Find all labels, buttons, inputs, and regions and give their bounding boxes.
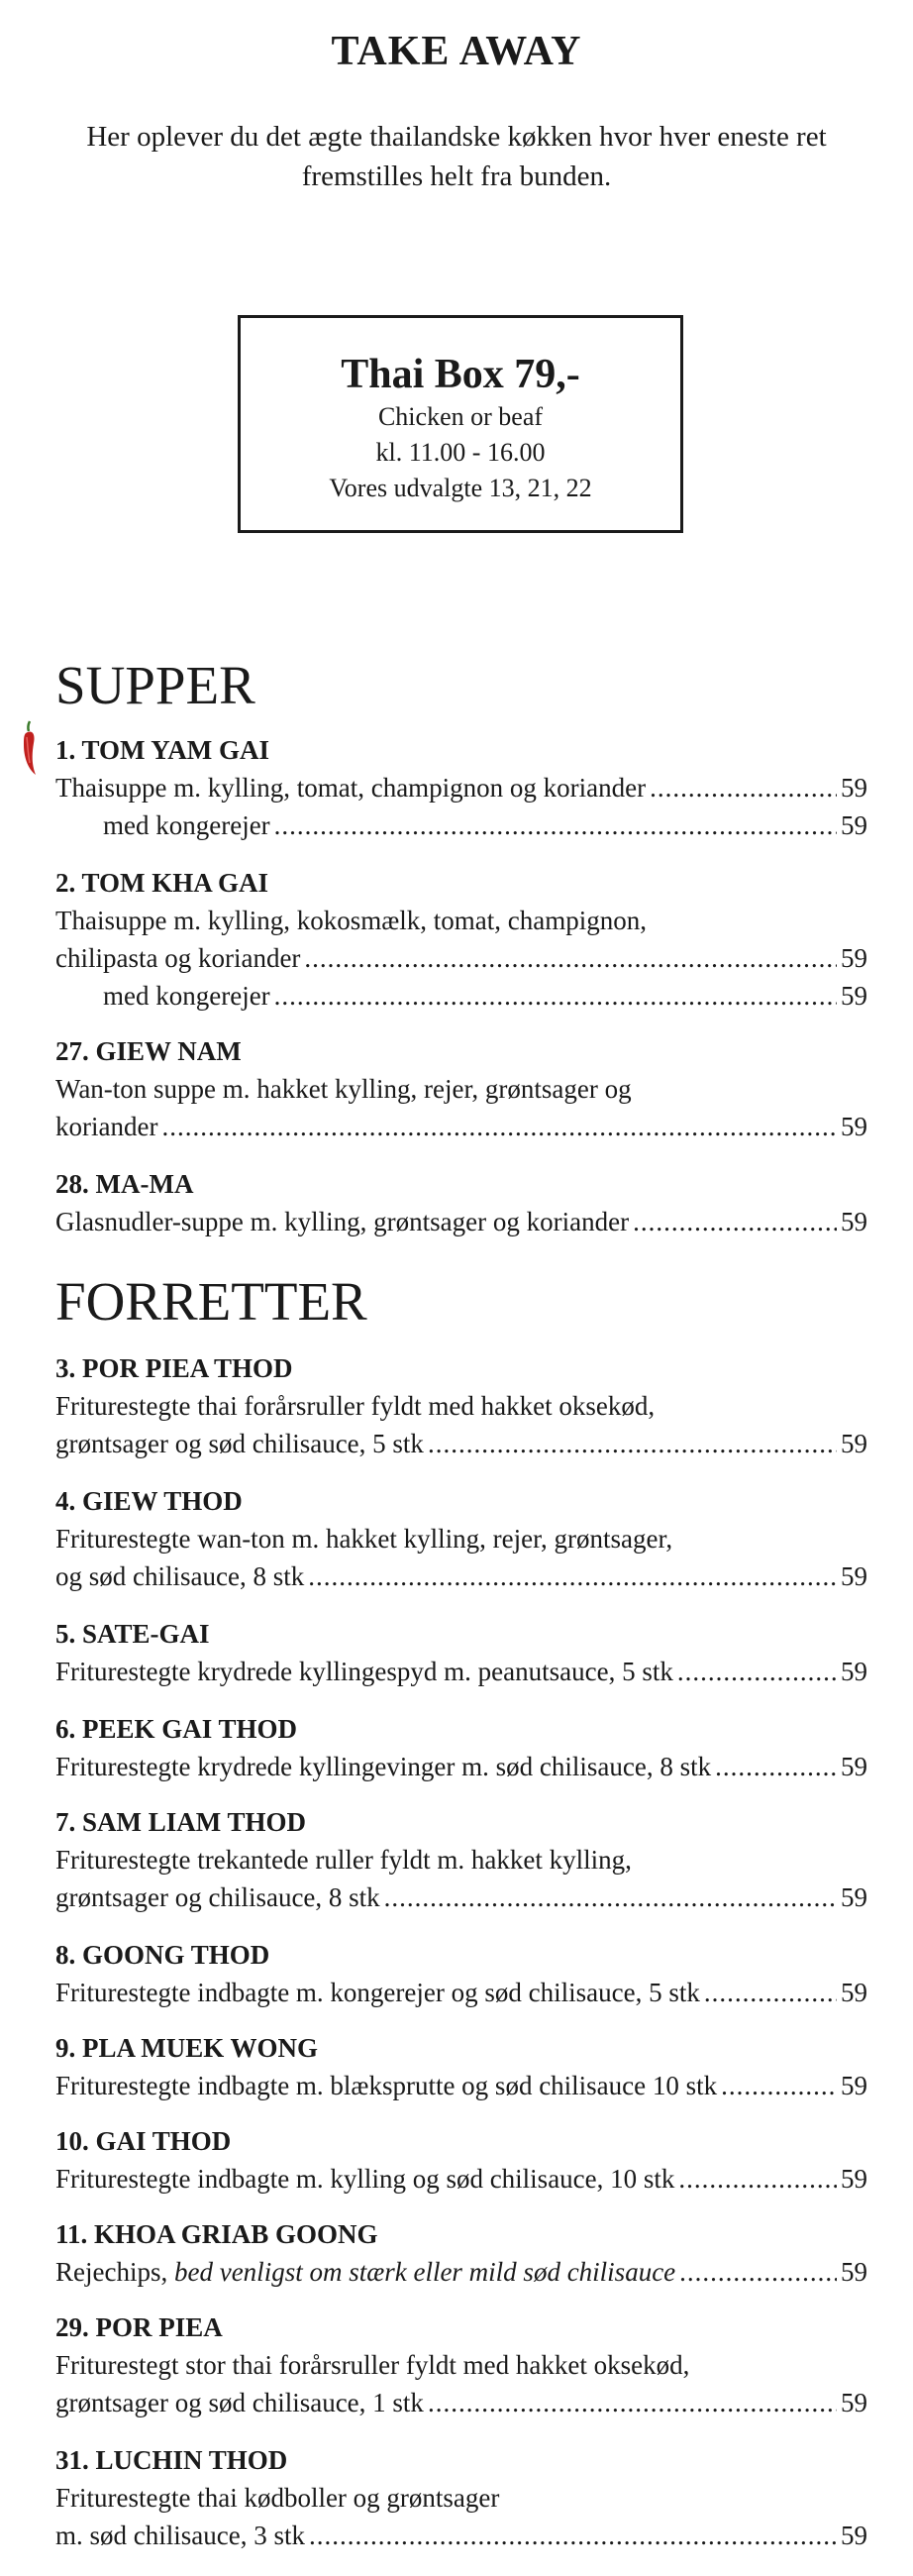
item-price: 59 (841, 2164, 867, 2194)
item-description: Friturestegte wan-ton m. hakket kylling, rejer, grøntsager, (55, 1524, 673, 1554)
item-variant-line (55, 806, 867, 844)
page-title: TAKE AWAY (331, 29, 582, 74)
menu-item (55, 1349, 867, 1462)
item-description: Wan-ton suppe m. hakket kylling, rejer, grøntsager og (55, 1074, 632, 1104)
item-description: Friturestegt stor thai forårsruller fyldt med hakket oksekød, (55, 2350, 690, 2380)
leader-dots (704, 1974, 837, 2011)
item-name: 6. PEEK GAI THOD (55, 1714, 298, 1744)
item-line (55, 1557, 867, 1595)
item-name: 31. LUCHIN THOD (55, 2445, 288, 2475)
item-price: 59 (841, 773, 867, 803)
item-variant-line (55, 977, 867, 1015)
item-line (55, 1203, 867, 1240)
leader-dots (304, 939, 837, 977)
leader-dots (428, 1425, 837, 1462)
item-price: 59 (841, 2071, 867, 2100)
item-price: 59 (841, 810, 867, 840)
leader-dots (274, 977, 837, 1015)
menu-item (55, 2308, 867, 2421)
leader-dots (715, 1748, 837, 1785)
menu-item (55, 1936, 867, 2011)
item-description: Friturestegte krydrede kyllingevinger m. sød chilisauce, 8 stk (55, 1752, 712, 1781)
promo-line-3: Vores udvalgte 13, 21, 22 (329, 474, 592, 502)
leader-dots (308, 1557, 837, 1595)
item-description-plain: Rejechips, (55, 2257, 168, 2287)
item-line (55, 2160, 867, 2198)
menu-item (55, 1165, 867, 1240)
item-description: grøntsager og sød chilisauce, 5 stk (55, 1429, 424, 1458)
item-line (55, 1748, 867, 1785)
item-name: 27. GIEW NAM (55, 1036, 242, 1066)
item-description: m. sød chilisauce, 3 stk (55, 2521, 305, 2550)
intro-text: Her oplever du det ægte thailandske køkken hvor hver eneste ret fremstilles helt fra bunden. (86, 121, 827, 192)
promo-line-1: Chicken or beaf (377, 402, 544, 431)
menu-item (55, 731, 867, 844)
item-name: 8. GOONG THOD (55, 1940, 270, 1970)
item-line (55, 1974, 867, 2011)
item-description: chilipasta og koriander (55, 943, 301, 973)
item-description: grøntsager og chilisauce, 8 stk (55, 1882, 380, 1912)
item-price: 59 (841, 1207, 867, 1236)
item-price: 59 (841, 943, 867, 973)
item-line (55, 2517, 867, 2554)
item-name: 29. POR PIEA (55, 2312, 223, 2342)
item-description: Thaisuppe m. kylling, tomat, champignon og koriander (55, 773, 647, 803)
item-name: 4. GIEW THOD (55, 1486, 243, 1516)
menu-item (55, 1032, 867, 1145)
item-price: 59 (841, 981, 867, 1011)
item-description: Friturestegte thai forårsruller fyldt med hakket oksekød, (55, 1391, 656, 1421)
leader-dots (679, 2253, 837, 2291)
promo-line-2: kl. 11.00 - 16.00 (375, 438, 546, 467)
item-name: 7. SAM LIAM THOD (55, 1807, 307, 1837)
item-price: 59 (841, 1978, 867, 2007)
menu-item (55, 2441, 867, 2554)
item-description: Thaisuppe m. kylling, kokosmælk, tomat, champignon, (55, 906, 647, 935)
item-price: 59 (841, 1882, 867, 1912)
item-name: 5. SATE-GAI (55, 1619, 210, 1649)
promo-title: Thai Box 79,- (341, 352, 580, 397)
section-heading-supper: SUPPER (55, 655, 255, 715)
item-description: Friturestegte indbagte m. kongerejer og sød chilisauce, 5 stk (55, 1978, 700, 2007)
item-description: Friturestegte indbagte m. kylling og sød chilisauce, 10 stk (55, 2164, 675, 2194)
item-name: 10. GAI THOD (55, 2126, 232, 2156)
item-price: 59 (841, 1752, 867, 1781)
menu-item (55, 1615, 867, 1690)
item-description: og sød chilisauce, 8 stk (55, 1561, 305, 1591)
item-name: 2. TOM KHA GAI (55, 868, 269, 898)
item-line (55, 769, 867, 806)
item-line (55, 939, 867, 977)
menu-item (55, 2215, 867, 2291)
section-heading-forretter: FORRETTER (55, 1271, 367, 1332)
thai-box-promo (238, 315, 683, 533)
item-line (55, 2384, 867, 2421)
item-name: 28. MA-MA (55, 1169, 194, 1199)
item-description: Friturestegte krydrede kyllingespyd m. peanutsauce, 5 stk (55, 1657, 673, 1686)
item-description: Friturestegte trekantede ruller fyldt m. hakket kylling, (55, 1845, 632, 1875)
item-price: 59 (841, 2388, 867, 2417)
leader-dots (384, 1878, 837, 1916)
item-price: 59 (841, 1657, 867, 1686)
menu-item (55, 1803, 867, 1916)
menu-item (55, 2029, 867, 2104)
item-description: grøntsager og sød chilisauce, 1 stk (55, 2388, 424, 2417)
item-description (55, 2253, 675, 2291)
leader-dots (274, 806, 837, 844)
item-variant: med kongerejer (103, 810, 270, 840)
item-line (55, 2067, 867, 2104)
item-line (55, 2253, 867, 2291)
item-variant: med kongerejer (103, 981, 270, 1011)
menu-item (55, 2122, 867, 2198)
item-line (55, 1425, 867, 1462)
leader-dots (721, 2067, 837, 2104)
item-price: 59 (841, 1561, 867, 1591)
leader-dots (161, 1108, 837, 1145)
menu-item (55, 864, 867, 1015)
item-description: Friturestegte indbagte m. blæksprutte og sød chilisauce 10 stk (55, 2071, 718, 2100)
leader-dots (650, 769, 837, 806)
item-price: 59 (841, 2521, 867, 2550)
item-description: Glasnudler-suppe m. kylling, grøntsager og koriander (55, 1207, 630, 1236)
item-price: 59 (841, 1429, 867, 1458)
item-line (55, 1653, 867, 1690)
item-price: 59 (841, 1112, 867, 1141)
item-line (55, 1878, 867, 1916)
item-name: 9. PLA MUEK WONG (55, 2033, 319, 2063)
item-name: 11. KHOA GRIAB GOONG (55, 2219, 378, 2249)
leader-dots (678, 2160, 837, 2198)
leader-dots (428, 2384, 837, 2421)
item-description: Friturestegte thai kødboller og grøntsager (55, 2483, 500, 2513)
chili-pepper-icon (16, 719, 42, 777)
leader-dots (633, 1203, 837, 1240)
menu-item (55, 1482, 867, 1595)
item-description: koriander (55, 1112, 158, 1141)
menu-item (55, 1710, 867, 1785)
item-name: 1. TOM YAM GAI (55, 735, 270, 765)
leader-dots (677, 1653, 837, 1690)
item-line (55, 1108, 867, 1145)
item-price: 59 (841, 2257, 867, 2287)
item-name: 3. POR PIEA THOD (55, 1353, 293, 1383)
leader-dots (309, 2517, 837, 2554)
item-description-note: bed venligst om stærk eller mild sød chilisauce (173, 2257, 676, 2287)
